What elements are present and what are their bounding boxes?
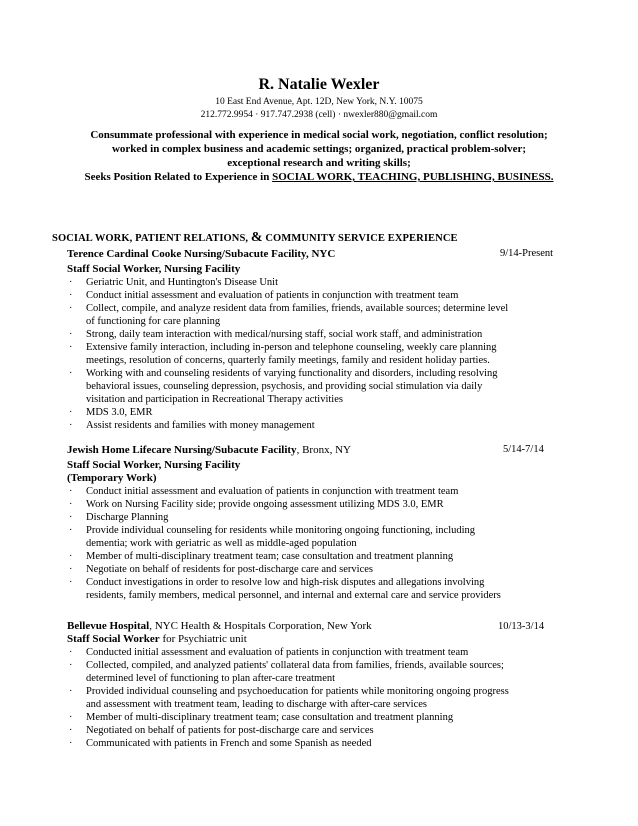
bullet-text-line: Assist residents and families with money management [86,420,315,431]
bullet-text-line: visitation and participation in Recreational Therapy activities [86,394,343,405]
section-title [52,230,458,246]
bullet-item [67,550,557,563]
bullet-item [67,302,557,328]
bullet-text-line: Conducted initial assessment and evaluation of patients in conjunction with treatment team [86,647,469,658]
bullet-item [67,276,557,289]
bullet-item [67,328,557,341]
bullet-text-line: dementia; work with geriatric as well as middle-aged population [86,538,357,549]
job-3-bullet-list [67,646,557,750]
bullet-item [67,289,557,302]
bullet-marker: · [69,329,73,340]
job-3-dates: 10/13-3/14 [498,621,545,632]
bullet-text-line: residents, family members, medical personnel, and internal and external care and service providers [86,590,501,601]
bullet-item [67,367,557,406]
bullet-text-line: Extensive family interaction, including in-person and telephone counseling, weekly care planning [86,342,497,353]
job-3-employer [67,620,547,632]
bullet-item [67,524,557,550]
section-title-part1: SOCIAL WORK, PATIENT RELATIONS, [52,233,249,244]
bullet-item [67,646,557,659]
bullet-text-line: Conduct investigations in order to resolve low and high-risk disputes and allegations involving [86,577,485,588]
summary-line-3: exceptional research and writing skills; [227,157,411,169]
section-title-amp: & [250,230,263,245]
bullet-marker: · [69,647,73,658]
bullet-text-line: Communicated with patients in French and some Spanish as needed [86,738,372,749]
bullet-item [67,341,557,367]
job-2-bullet-list [67,485,557,602]
job-1-dates: 9/14-Present [500,248,554,259]
bullet-text-line: Conduct initial assessment and evaluation of patients in conjunction with treatment team [86,486,459,497]
job-2-subtitle: (Temporary Work) [67,472,157,484]
bullet-text-line: behavioral issues, counseling depression, psychosis, and providing social stimulation via daily [86,381,483,392]
bullet-marker: · [69,725,73,736]
bullet-marker: · [69,551,73,562]
bullet-item [67,711,557,724]
bullet-item [67,406,557,419]
bullet-marker: · [69,342,73,353]
seeks-position-line [0,171,638,183]
bullet-item [67,659,557,685]
bullet-text-line: Provide individual counseling for residents while monitoring ongoing functioning, including [86,525,476,536]
section-title-part2: COMMUNITY SERVICE EXPERIENCE [265,233,458,244]
bullet-text-line: Provided individual counseling and psychoeducation for patients while monitoring ongoing progress [86,686,509,697]
bullet-marker: · [69,577,73,588]
job-1-employer-name: Terence Cardinal Cooke Nursing/Subacute Facility, NYC [67,248,336,260]
bullet-marker: · [69,499,73,510]
bullet-text-line: Negotiated on behalf of patients for post-discharge care and services [86,725,374,736]
bullet-item [67,563,557,576]
bullet-marker: · [69,564,73,575]
bullet-item [67,485,557,498]
job-2-employer-name: Jewish Home Lifecare Nursing/Subacute Facility [67,444,297,456]
bullet-marker: · [69,277,73,288]
contact-line: 212.772.9954 · 917.747.2938 (cell) · nwexler880@gmail.com [200,110,438,120]
candidate-name: R. Natalie Wexler [258,76,380,93]
job-3-employer-rest: , NYC Health & Hospitals Corporation, New York [149,620,372,632]
job-1-title-main: Staff Social Worker, Nursing Facility [67,263,241,275]
job-1-bullet-list [67,276,557,432]
job-3-title [67,633,247,645]
bullet-marker: · [69,712,73,723]
summary-line-1: Consummate professional with experience in medical social work, negotiation, conflict resolution; [90,129,548,141]
address-line: 10 East End Avenue, Apt. 12D, New York, N.Y. 10075 [215,97,423,107]
bullet-marker: · [69,407,73,418]
bullet-text-line: Discharge Planning [86,512,169,523]
bullet-marker: · [69,303,73,314]
job-2-title-main: Staff Social Worker, Nursing Facility [67,459,241,471]
bullet-text-line: MDS 3.0, EMR [86,407,153,418]
bullet-item [67,419,557,432]
bullet-marker: · [69,686,73,697]
bullet-text-line: Working with and counseling residents of varying functionality and disorders, including resolving [86,368,498,379]
bullet-text-line: determined level of functioning to plan after-care treatment [86,673,336,684]
bullet-item [67,685,557,711]
job-3-employer-name: Bellevue Hospital [67,620,150,632]
bullet-marker: · [69,420,73,431]
bullet-text-line: Strong, daily team interaction with medical/nursing staff, social work staff, and administration [86,329,483,340]
bullet-item [67,737,557,750]
bullet-marker: · [69,738,73,749]
bullet-marker: · [69,660,73,671]
bullet-text-line: and assessment with treatment team, leading to discharge with after-care services [86,699,428,710]
bullet-text-line: Member of multi-disciplinary treatment team; case consultation and treatment planning [86,551,454,562]
bullet-item [67,724,557,737]
bullet-text-line: Collected, compiled, and analyzed patients' collateral data from families, friends, available sources; [86,660,504,671]
bullet-marker: · [69,290,73,301]
job-3-title-rest: for Psychiatric unit [159,633,247,645]
bullet-text-line: Conduct initial assessment and evaluation of patients in conjunction with treatment team [86,290,459,301]
summary-line-2: worked in complex business and academic settings; organized, practical problem-solver; [111,143,527,155]
bullet-text-line: Geriatric Unit, and Huntington's Disease Unit [86,277,279,288]
job-2-dates: 5/14-7/14 [503,444,544,455]
job-2-employer-rest: , Bronx, NY [296,444,351,456]
bullet-marker: · [69,525,73,536]
bullet-text-line: meetings, resolution of concerns, quarterly family meetings, family and resident holiday parties. [86,355,490,366]
job-2-title [67,459,240,471]
job-1-title [67,263,240,275]
bullet-text-line: Collect, compile, and analyze resident data from families, friends, available sources; determine level [86,303,509,314]
bullet-text-line: Member of multi-disciplinary treatment team; case consultation and treatment planning [86,712,454,723]
job-2-employer [67,444,547,456]
seeks-fields: SOCIAL WORK, TEACHING, PUBLISHING, BUSINESS. [272,171,554,183]
bullet-item [67,498,557,511]
bullet-item [67,511,557,524]
bullet-item [67,576,557,602]
bullet-marker: · [69,368,73,379]
bullet-marker: · [69,512,73,523]
job-3-title-main: Staff Social Worker [67,633,160,645]
bullet-text-line: Negotiate on behalf of residents for post-discharge care and services [86,564,373,575]
job-1-employer [67,248,547,260]
bullet-text-line: Work on Nursing Facility side; provide ongoing assessment utilizing MDS 3.0, EMR [86,499,444,510]
bullet-text-line: of functioning for care planning [86,316,221,327]
seeks-prefix: Seeks Position Related to Experience in [84,171,273,183]
bullet-marker: · [69,486,73,497]
